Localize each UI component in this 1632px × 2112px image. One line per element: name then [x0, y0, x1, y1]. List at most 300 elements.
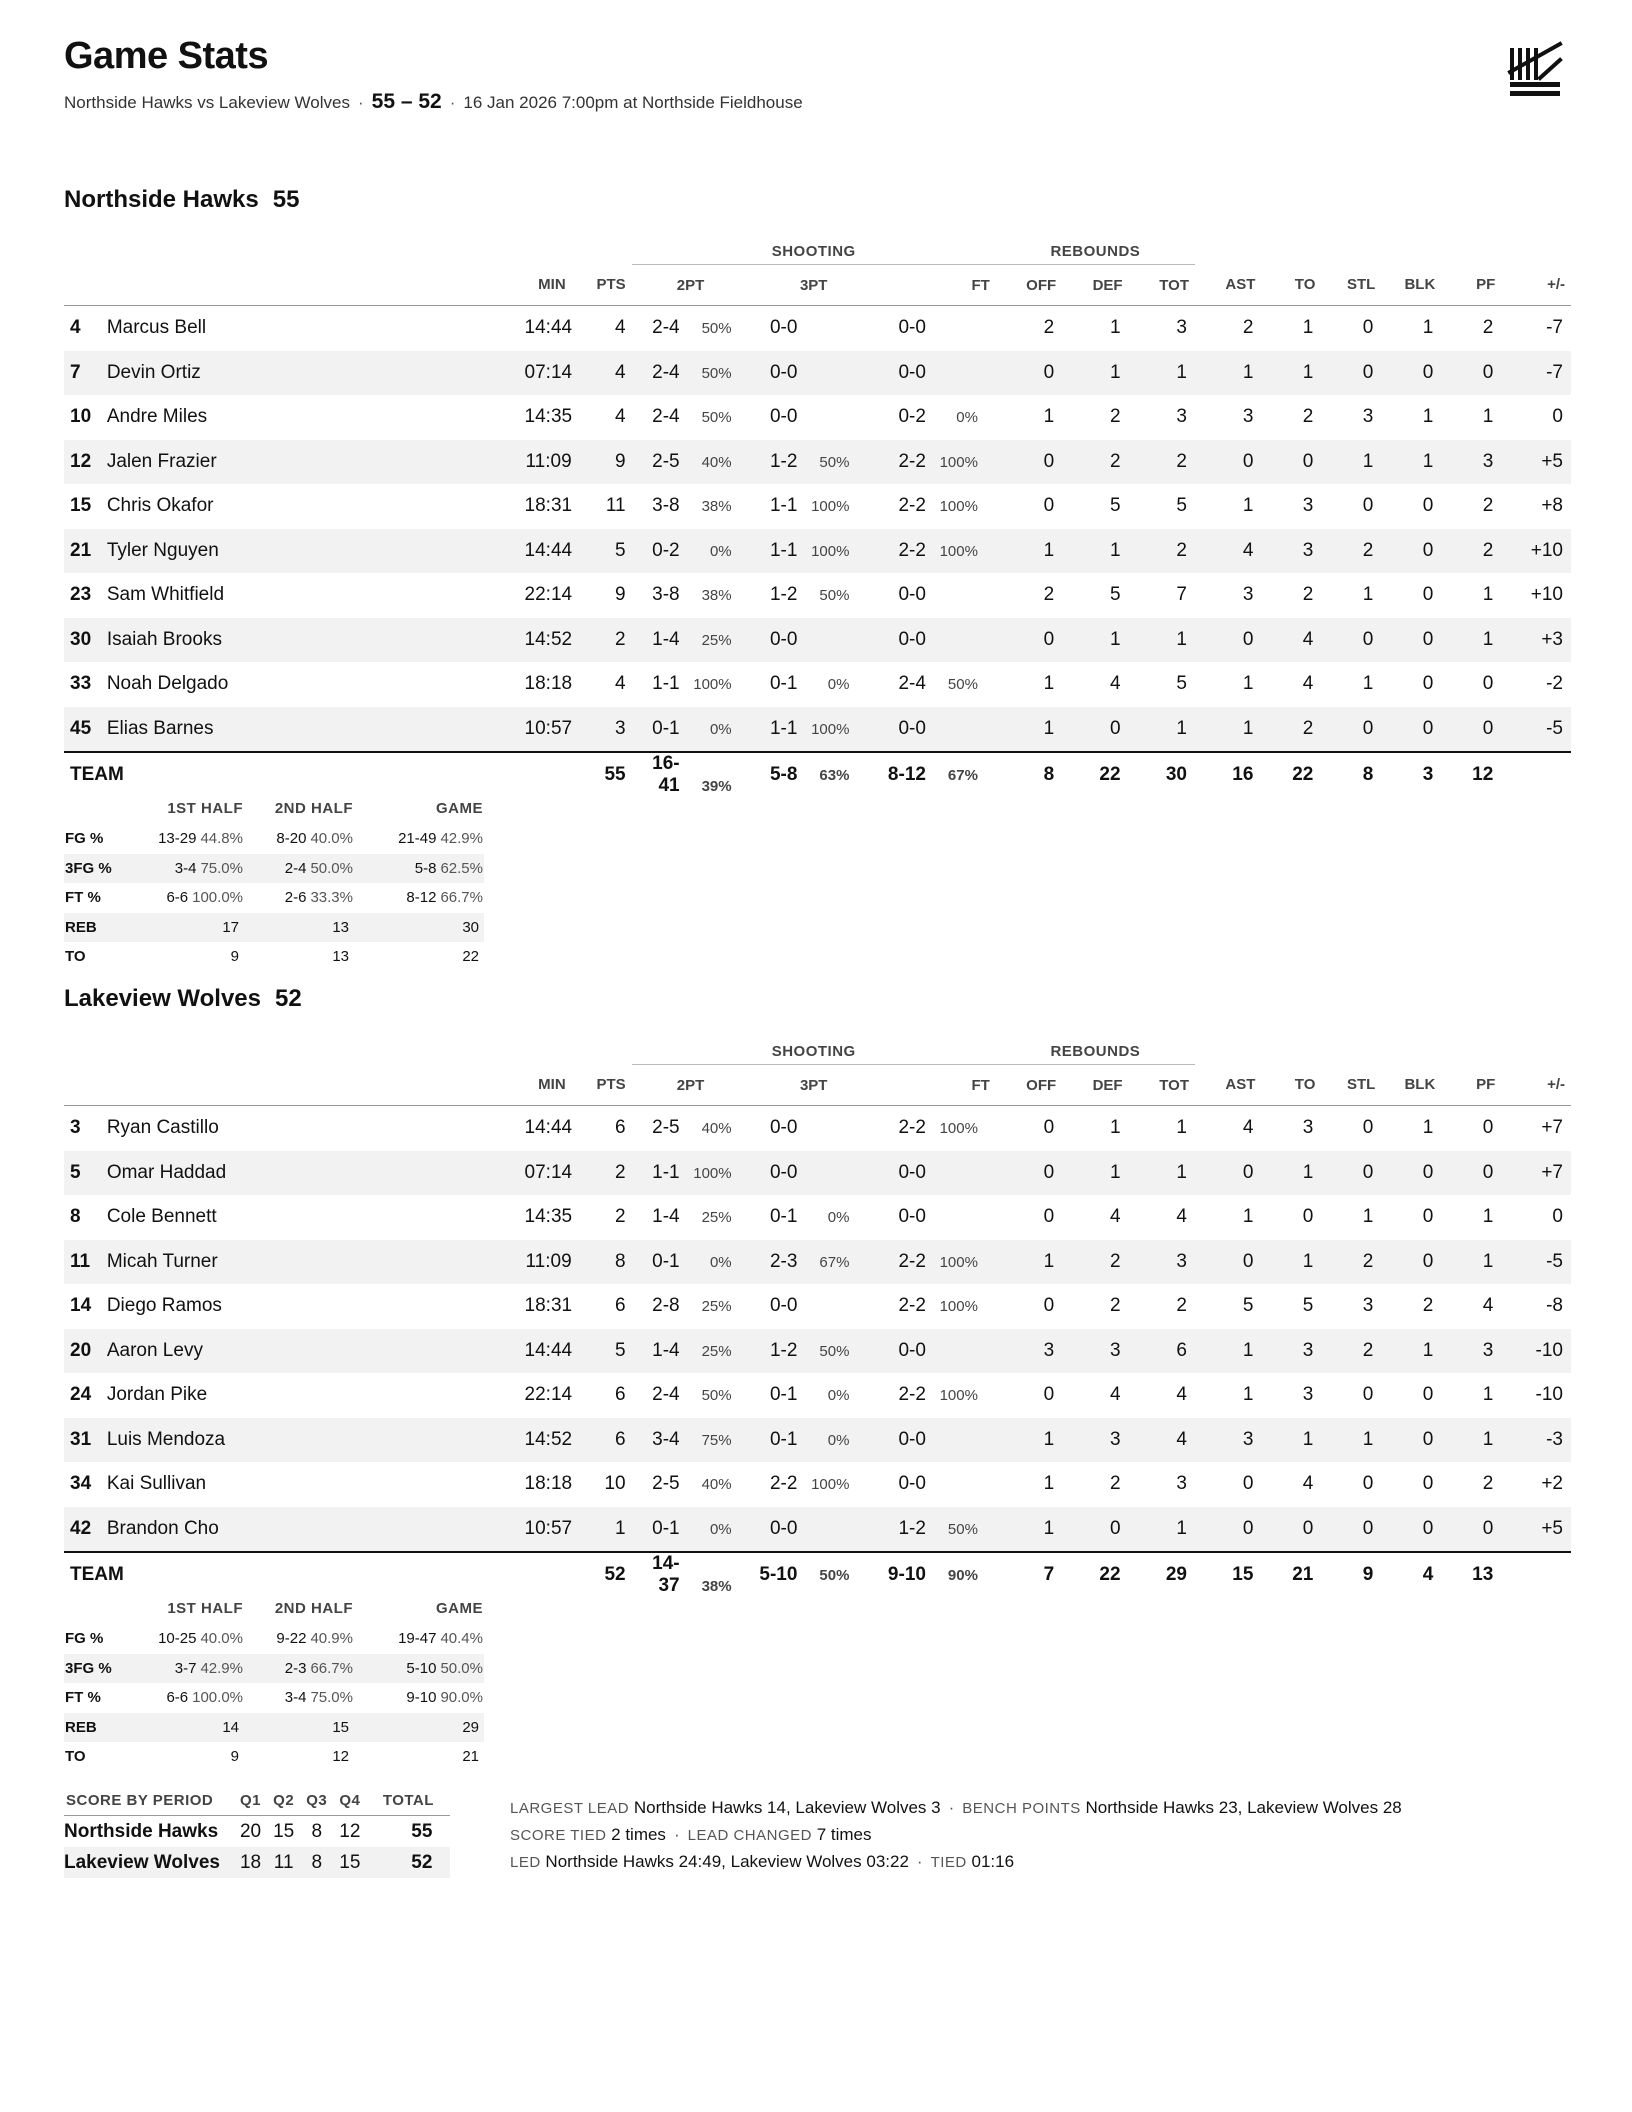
two-point-pct: 50% — [701, 364, 732, 382]
two-point-pct: 0% — [709, 542, 732, 560]
stat-stl: 0 — [1362, 495, 1374, 517]
player-row — [64, 306, 1571, 351]
group-spacer — [1195, 234, 1571, 265]
two-point-pct: 38% — [701, 587, 732, 605]
game-made-att: 21 — [462, 1748, 479, 1766]
stat-def: 3 — [1109, 1428, 1121, 1450]
three-point — [749, 1240, 878, 1285]
col-header-pf: PF — [1441, 265, 1501, 306]
stat-ast: 4 — [1242, 1117, 1254, 1139]
stat-tot: 5 — [1176, 673, 1187, 695]
game-summary-line: Northside Hawks vs Lakeview Wolves · 55 – 52 · 16 Jan 2026 7:00pm at Northside Fieldhouse — [64, 90, 803, 113]
first-half-header: 1ST HALF — [167, 1599, 243, 1617]
team-three-point-made-att: 5-8 — [769, 764, 798, 785]
second-half-pct: 33.3% — [310, 889, 353, 907]
period-team-name: Lakeview Wolves — [64, 1851, 220, 1873]
points: 2 — [615, 628, 626, 650]
team-two-point-pct: 38% — [701, 1578, 732, 1595]
stat-off: 1 — [1043, 1428, 1055, 1450]
two-point-pct: 25% — [701, 1298, 732, 1316]
points: 6 — [615, 1117, 626, 1139]
three-point — [749, 395, 878, 440]
largest-lead-label: LARGEST LEAD — [510, 1800, 630, 1817]
period-row — [64, 1816, 450, 1848]
team-heading-away — [64, 983, 302, 1015]
game-value — [354, 1713, 484, 1743]
stat-pf: 1 — [1482, 628, 1494, 650]
two-point — [632, 1329, 750, 1374]
half-stats-row — [64, 824, 484, 854]
lead-changed-value: 7 times — [816, 1825, 872, 1844]
col-header-ft: FT — [878, 1065, 996, 1106]
stat-pm: -10 — [1535, 1339, 1563, 1361]
second-half-made-att: 2-4 — [284, 859, 307, 877]
stat-blk: 0 — [1422, 717, 1434, 739]
col-header-tot: TOT — [1129, 265, 1195, 306]
stat-tot: 4 — [1176, 1384, 1187, 1406]
stat-off: 0 — [1043, 1117, 1055, 1139]
col-header-pf: PF — [1441, 1065, 1501, 1106]
three-point-pct: 100% — [811, 498, 850, 516]
jersey-number: 24 — [70, 1384, 92, 1406]
player-row — [64, 618, 1571, 663]
free-throw — [878, 306, 996, 351]
second-half-value — [244, 1742, 354, 1772]
stat-tot: 1 — [1176, 1161, 1187, 1183]
stat-def: 4 — [1109, 1384, 1121, 1406]
free-throw — [878, 1195, 996, 1240]
two-point-made-att: 0-2 — [652, 539, 680, 561]
player-name: Jordan Pike — [106, 1384, 208, 1406]
two-point — [632, 395, 750, 440]
three-point-made-att: 0-0 — [769, 1517, 798, 1539]
stat-blk: 1 — [1422, 1117, 1434, 1139]
free-throw-made-att: 0-0 — [898, 717, 926, 739]
jersey-number: 8 — [70, 1206, 81, 1228]
stat-tot: 7 — [1176, 584, 1187, 606]
col-header-min: MIN — [525, 265, 572, 306]
first-half-value — [144, 1713, 244, 1743]
points: 4 — [615, 673, 626, 695]
stat-pf: 1 — [1482, 1384, 1494, 1406]
points: 9 — [615, 584, 626, 606]
second-half-value — [244, 1654, 354, 1684]
stat-to: 3 — [1302, 1384, 1314, 1406]
three-point-pct: 100% — [811, 542, 850, 560]
stat-off: 1 — [1043, 1517, 1055, 1539]
team-two-point-made-att: 16-41 — [652, 753, 680, 796]
second-half-value — [244, 1713, 354, 1743]
stat-pf: 1 — [1482, 1206, 1494, 1228]
points: 5 — [615, 539, 626, 561]
team-free-throw-made-att: 9-10 — [887, 1564, 926, 1585]
team-stat-stl: 8 — [1321, 752, 1381, 797]
player-name: Kai Sullivan — [106, 1473, 207, 1495]
second-half-value — [244, 1624, 354, 1654]
free-throw-pct: 100% — [939, 542, 978, 560]
two-point — [632, 618, 750, 663]
jersey-number: 7 — [70, 361, 81, 383]
points: 3 — [615, 717, 626, 739]
free-throw — [878, 1418, 996, 1463]
half-stat-label: FT % — [65, 1689, 101, 1707]
two-point-made-att: 0-1 — [652, 717, 680, 739]
two-point — [632, 1195, 750, 1240]
free-throw-made-att: 0-0 — [898, 361, 926, 383]
two-point-pct: 40% — [701, 453, 732, 471]
half-header-spacer — [64, 1592, 144, 1624]
half-header-spacer — [64, 792, 144, 824]
two-point-pct: 50% — [701, 1387, 732, 1405]
col-header-number — [64, 1065, 107, 1106]
stat-tot: 5 — [1176, 495, 1187, 517]
stat-def: 1 — [1109, 361, 1121, 383]
three-point-pct: 67% — [819, 1253, 850, 1271]
player-row — [64, 662, 1571, 707]
score-by-period-table — [64, 1785, 450, 1878]
stat-blk: 0 — [1422, 673, 1434, 695]
period-header-3: Q3 — [300, 1785, 333, 1816]
free-throw — [878, 662, 996, 707]
player-name: Diego Ramos — [106, 1295, 222, 1317]
two-point-pct: 38% — [701, 498, 732, 516]
team-stat-spacer — [1501, 1552, 1571, 1597]
shooting-group-header: SHOOTING — [632, 1034, 996, 1065]
two-point — [632, 1507, 750, 1553]
two-point-pct: 50% — [701, 320, 732, 338]
two-point — [632, 1240, 750, 1285]
three-point — [749, 1151, 878, 1196]
stat-pm: +5 — [1541, 1517, 1563, 1539]
stat-stl: 3 — [1362, 1295, 1374, 1317]
free-throw — [878, 1106, 996, 1151]
free-throw-made-att: 0-0 — [898, 1428, 926, 1450]
free-throw — [878, 529, 996, 574]
period-header-1: Q1 — [234, 1785, 267, 1816]
stat-stl: 0 — [1362, 1517, 1374, 1539]
stat-tot: 1 — [1176, 1517, 1187, 1539]
col-header-threept: 3PT — [749, 265, 878, 306]
free-throw-made-att: 0-0 — [898, 628, 926, 650]
quarter-score: 12 — [339, 1820, 361, 1842]
two-point-made-att: 1-4 — [652, 1206, 680, 1228]
first-half-pct: 75.0% — [200, 859, 243, 877]
rebounds-group-header: REBOUNDS — [996, 234, 1195, 265]
stat-blk: 1 — [1422, 450, 1434, 472]
stat-off: 1 — [1043, 717, 1055, 739]
three-point — [749, 306, 878, 351]
stat-tot: 1 — [1176, 628, 1187, 650]
period-team-name: Northside Hawks — [64, 1820, 219, 1842]
two-point — [632, 1284, 750, 1329]
col-header-min: MIN — [525, 1065, 572, 1106]
page-title: Game Stats — [64, 35, 269, 77]
second-half-pct: 40.0% — [310, 830, 353, 848]
col-header-pts: PTS — [572, 1065, 632, 1106]
stat-def: 4 — [1109, 1206, 1121, 1228]
quarter-score: 8 — [311, 1820, 323, 1842]
three-point-made-att: 1-2 — [769, 450, 798, 472]
col-header-pm: +/- — [1501, 1065, 1571, 1106]
col-header-player — [107, 265, 525, 306]
stat-to: 2 — [1302, 717, 1314, 739]
points: 6 — [615, 1428, 626, 1450]
second-half-made-att: 15 — [332, 1718, 349, 1736]
stat-blk: 0 — [1422, 628, 1434, 650]
matchup: Northside Hawks vs Lakeview Wolves — [64, 93, 350, 112]
stat-pm: -10 — [1535, 1384, 1563, 1406]
three-point-pct: 0% — [827, 1209, 850, 1227]
game-pct: 42.9% — [440, 830, 483, 848]
stat-blk: 0 — [1422, 1384, 1434, 1406]
three-point — [749, 484, 878, 529]
stat-def: 5 — [1109, 495, 1121, 517]
half-stat-label: TO — [65, 1748, 86, 1766]
free-throw-made-att: 0-0 — [898, 1206, 926, 1228]
two-point-pct: 40% — [701, 1120, 732, 1138]
game-value — [354, 883, 484, 913]
two-point-pct: 0% — [709, 1253, 732, 1271]
three-point-made-att: 0-0 — [769, 361, 798, 383]
stat-blk: 2 — [1422, 1295, 1434, 1317]
col-header-ft: FT — [878, 265, 996, 306]
two-point-made-att: 2-5 — [652, 450, 680, 472]
jersey-number: 12 — [70, 450, 92, 472]
period-header-4: Q4 — [333, 1785, 366, 1816]
first-half-made-att: 13-29 — [158, 830, 197, 848]
jersey-number: 45 — [70, 717, 92, 739]
points: 10 — [604, 1473, 626, 1495]
stat-ast: 5 — [1242, 1295, 1254, 1317]
second-half-made-att: 13 — [332, 918, 349, 936]
game-header: GAME — [436, 1599, 483, 1617]
score-tied-value: 2 times — [611, 1825, 666, 1844]
col-header-off: OFF — [996, 1065, 1062, 1106]
two-point-made-att: 1-4 — [652, 628, 680, 650]
three-point-made-att: 0-0 — [769, 406, 798, 428]
first-half-pct: 42.9% — [200, 1659, 243, 1677]
two-point-made-att: 0-1 — [652, 1250, 680, 1272]
team-stat-off: 7 — [996, 1552, 1062, 1597]
minutes: 22:14 — [524, 1384, 573, 1406]
player-row — [64, 351, 1571, 396]
team-totals-label: TEAM — [64, 752, 572, 797]
player-row — [64, 1329, 1571, 1374]
half-stat-label: FG % — [65, 1630, 104, 1648]
jersey-number: 42 — [70, 1517, 92, 1539]
stat-off: 0 — [1043, 1206, 1055, 1228]
two-point — [632, 1373, 750, 1418]
half-stat-label: FT % — [65, 889, 101, 907]
two-point-made-att: 1-1 — [652, 1161, 680, 1183]
points: 6 — [615, 1295, 626, 1317]
stat-def: 5 — [1109, 584, 1121, 606]
team-name: Lakeview Wolves — [64, 985, 261, 1012]
free-throw-pct: 100% — [939, 1120, 978, 1138]
quarter-score: 15 — [273, 1820, 295, 1842]
stat-to: 3 — [1302, 539, 1314, 561]
jersey-number: 33 — [70, 673, 92, 695]
free-throw-pct: 0% — [956, 409, 978, 427]
led-label: LED — [510, 1854, 541, 1871]
stat-ast: 0 — [1242, 450, 1254, 472]
first-half-value — [144, 883, 244, 913]
team-stat-def: 22 — [1062, 752, 1128, 797]
free-throw-made-att: 2-2 — [898, 1250, 926, 1272]
free-throw — [878, 1151, 996, 1196]
stat-ast: 4 — [1242, 539, 1254, 561]
free-throw — [878, 1373, 996, 1418]
three-point — [749, 529, 878, 574]
stat-stl: 0 — [1362, 1117, 1374, 1139]
points: 4 — [615, 317, 626, 339]
team-two-point — [632, 752, 750, 797]
two-point — [632, 1462, 750, 1507]
stat-def: 2 — [1109, 1473, 1121, 1495]
stat-pm: -5 — [1546, 717, 1563, 739]
team-heading-home — [64, 184, 299, 216]
team-name: Northside Hawks — [64, 186, 259, 213]
stat-blk: 1 — [1422, 317, 1434, 339]
free-throw-made-att: 0-0 — [898, 1339, 926, 1361]
stat-tot: 3 — [1176, 1473, 1187, 1495]
first-half-header: 1ST HALF — [167, 799, 243, 817]
stat-off: 0 — [1043, 361, 1055, 383]
team-stat-spacer — [1501, 752, 1571, 797]
second-half-made-att: 8-20 — [276, 830, 307, 848]
stat-def: 2 — [1109, 1250, 1121, 1272]
player-row — [64, 1195, 1571, 1240]
half-stat-label: FG % — [65, 830, 104, 848]
three-point-pct: 100% — [811, 720, 850, 738]
stat-stl: 1 — [1362, 1428, 1374, 1450]
stat-to: 4 — [1302, 628, 1314, 650]
two-point-pct: 0% — [709, 1520, 732, 1538]
game-made-att: 9-10 — [406, 1689, 437, 1707]
two-point-pct: 100% — [693, 676, 732, 694]
two-point-made-att: 2-4 — [652, 361, 680, 383]
points: 4 — [615, 361, 626, 383]
first-half-made-att: 3-7 — [174, 1659, 197, 1677]
free-throw — [878, 1462, 996, 1507]
stat-pm: +2 — [1541, 1473, 1563, 1495]
team-three-point — [749, 752, 878, 797]
quarter-score: 18 — [239, 1851, 262, 1873]
jersey-number: 23 — [70, 584, 92, 606]
stat-tot: 4 — [1176, 1206, 1187, 1228]
col-header-def: DEF — [1062, 1065, 1128, 1106]
stat-stl: 3 — [1362, 406, 1374, 428]
stat-def: 1 — [1109, 539, 1121, 561]
two-point-made-att: 1-1 — [652, 673, 680, 695]
stat-ast: 1 — [1242, 717, 1254, 739]
half-stats-table-home — [64, 792, 484, 972]
quarter-score: 15 — [339, 1851, 361, 1873]
three-point-pct: 0% — [827, 676, 850, 694]
stat-blk: 0 — [1422, 1473, 1434, 1495]
first-half-value — [144, 1624, 244, 1654]
minutes: 10:57 — [524, 717, 573, 739]
final-score: 55 – 52 — [371, 90, 442, 113]
stat-ast: 3 — [1242, 584, 1254, 606]
second-half-value — [244, 913, 354, 943]
stat-to: 1 — [1302, 1161, 1314, 1183]
stat-ast: 1 — [1242, 495, 1254, 517]
game-value — [354, 913, 484, 943]
minutes: 18:18 — [524, 1473, 573, 1495]
free-throw — [878, 1329, 996, 1374]
free-throw — [878, 707, 996, 753]
stat-to: 1 — [1302, 317, 1314, 339]
second-half-pct: 40.9% — [310, 1630, 353, 1648]
three-point-made-att: 0-0 — [769, 1161, 798, 1183]
col-header-to: TO — [1261, 265, 1321, 306]
col-header-pts: PTS — [572, 265, 632, 306]
free-throw-made-att: 0-2 — [898, 406, 926, 428]
three-point-made-att: 1-2 — [769, 1339, 798, 1361]
two-point — [632, 529, 750, 574]
stat-tot: 1 — [1176, 1117, 1187, 1139]
points: 6 — [615, 1384, 626, 1406]
group-spacer — [64, 1034, 632, 1065]
bench-points-value: Northside Hawks 23, Lakeview Wolves 28 — [1085, 1798, 1402, 1817]
game-pct: 62.5% — [440, 859, 483, 877]
team-stat-to: 21 — [1261, 1552, 1321, 1597]
player-name: Isaiah Brooks — [106, 628, 222, 650]
stat-to: 3 — [1302, 1117, 1314, 1139]
team-two-point — [632, 1552, 750, 1597]
stat-off: 0 — [1043, 450, 1055, 472]
team-stat-blk: 4 — [1381, 1552, 1441, 1597]
player-name: Aaron Levy — [106, 1339, 203, 1361]
jersey-number: 5 — [70, 1161, 81, 1183]
stat-stl: 1 — [1362, 450, 1374, 472]
stat-blk: 0 — [1422, 1250, 1434, 1272]
stat-pf: 1 — [1482, 1428, 1494, 1450]
stat-pm: -5 — [1546, 1250, 1563, 1272]
stat-blk: 0 — [1422, 1161, 1434, 1183]
first-half-made-att: 6-6 — [166, 889, 189, 907]
stat-pm: +10 — [1530, 584, 1563, 606]
stat-ast: 2 — [1242, 317, 1254, 339]
stat-blk: 0 — [1422, 1206, 1434, 1228]
team-stat-ast: 15 — [1195, 1552, 1261, 1597]
col-header-stl: STL — [1321, 265, 1381, 306]
box-score-table-home — [64, 234, 1571, 797]
three-point-made-att: 0-1 — [769, 1428, 798, 1450]
stat-pf: 0 — [1482, 1517, 1494, 1539]
jersey-number: 3 — [70, 1117, 81, 1139]
free-throw — [878, 351, 996, 396]
three-point — [749, 1418, 878, 1463]
three-point — [749, 662, 878, 707]
col-header-ast: AST — [1195, 265, 1261, 306]
player-row — [64, 707, 1571, 753]
period-total: 55 — [411, 1820, 433, 1842]
free-throw-made-att: 1-2 — [898, 1517, 926, 1539]
two-point-pct: 0% — [709, 720, 732, 738]
stat-to: 2 — [1302, 406, 1314, 428]
team-stat-pf: 12 — [1441, 752, 1501, 797]
three-point-pct: 0% — [827, 1431, 850, 1449]
player-name: Andre Miles — [106, 406, 208, 428]
game-value — [354, 1654, 484, 1684]
player-name: Chris Okafor — [106, 495, 214, 517]
half-stat-label: REB — [65, 1718, 97, 1736]
three-point-pct: 50% — [819, 587, 850, 605]
half-stats-row — [64, 1654, 484, 1684]
two-point — [632, 484, 750, 529]
